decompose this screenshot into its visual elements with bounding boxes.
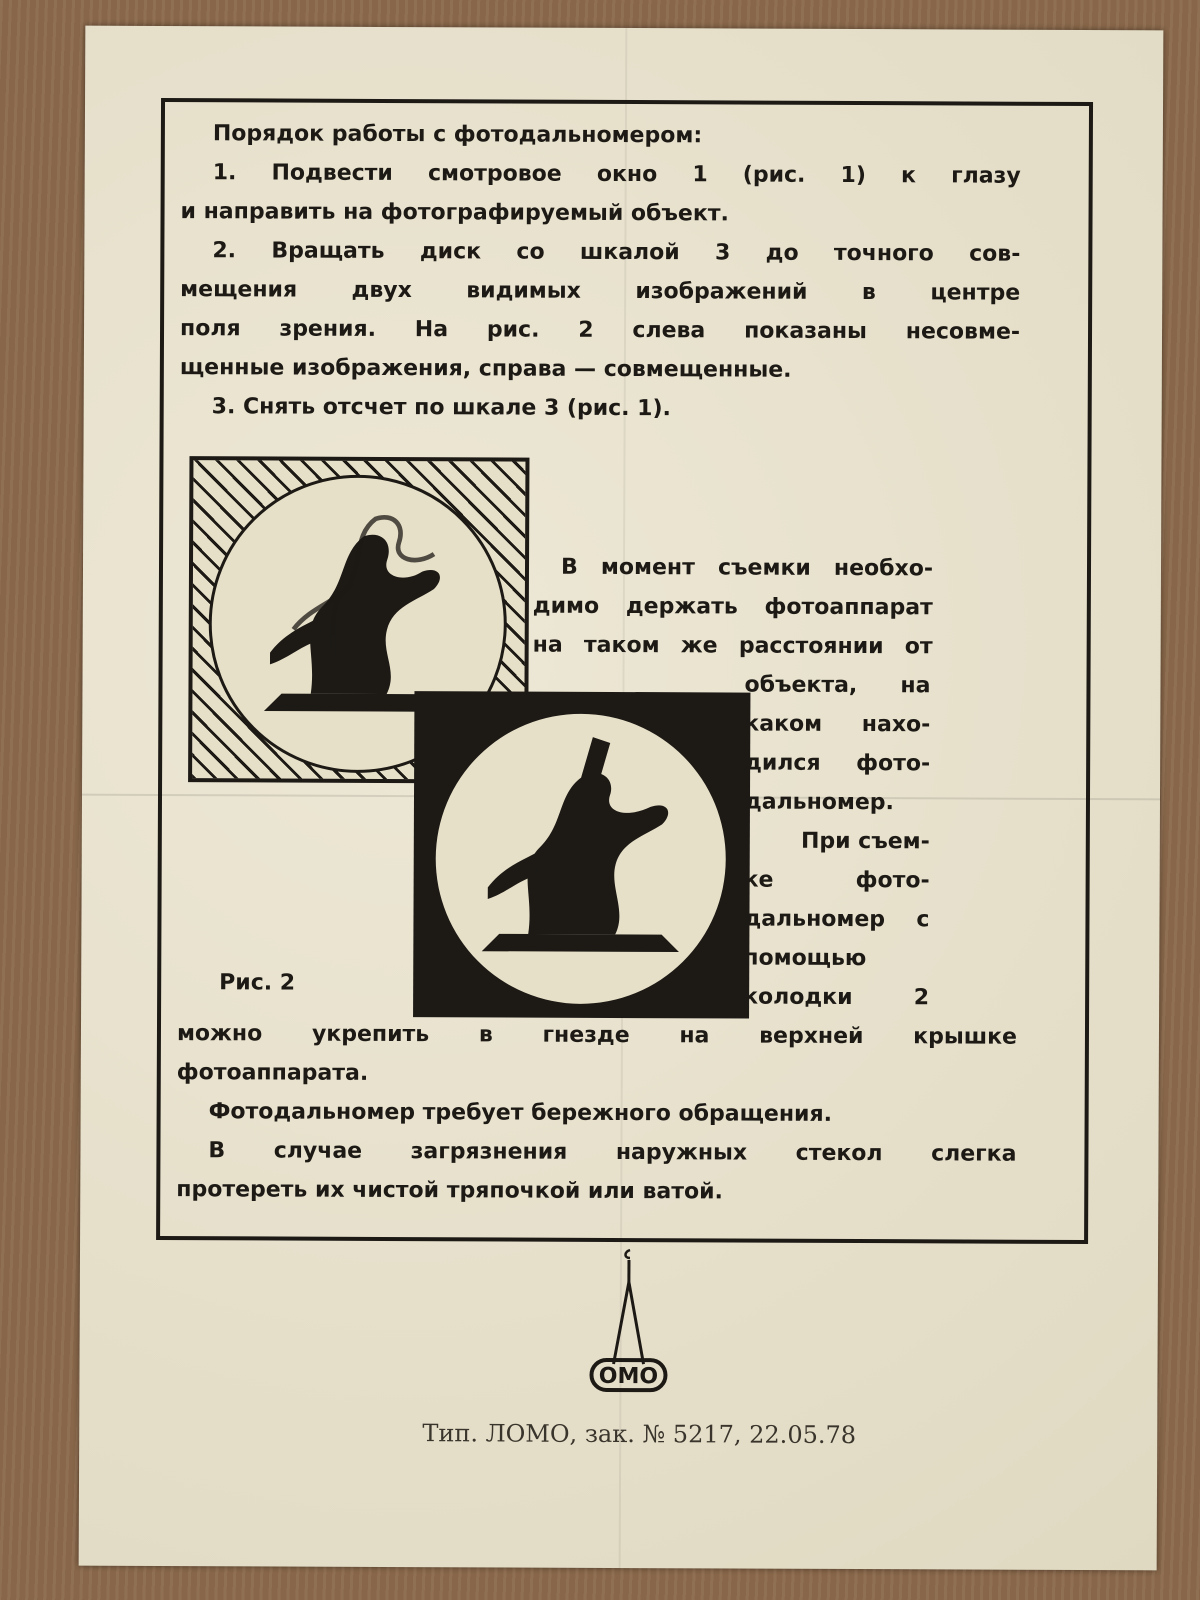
side-text-line: В момент съемки необхо- xyxy=(560,554,934,582)
instruction-line: 2. Вращать диск со шкалой 3 до точного сов- xyxy=(212,238,1021,267)
instruction-line: 1. Подвести смотровое окно 1 (рис. 1) к глазу xyxy=(212,160,1021,189)
instruction-sheet xyxy=(79,26,1164,1571)
side-text-line: дился фото- xyxy=(744,750,931,777)
lomo-logo xyxy=(573,1246,684,1406)
side-text-line: на таком же расстоянии от xyxy=(532,632,933,660)
logo-text: ОМО xyxy=(598,1363,659,1390)
instruction-line: мещения двух видимых изображений в центре xyxy=(180,277,1021,306)
side-text-line: помощью xyxy=(743,945,867,972)
instruction-line: 3. Снять отсчет по шкале 3 (рис. 1). xyxy=(211,394,671,422)
side-text-line: колодки 2 xyxy=(743,984,930,1011)
printing-imprint: Тип. ЛОМО, зак. № 5217, 22.05.78 xyxy=(422,1419,857,1450)
page-title: Порядок работы с фотодальномером: xyxy=(212,121,703,149)
side-text-line: ке фото- xyxy=(743,867,930,894)
figure-caption: Рис. 2 xyxy=(219,970,296,996)
instruction-line: поля зрения. На рис. 2 слева показаны несовме- xyxy=(179,316,1021,345)
instruction-line: щенные изображения, справа — совмещенные. xyxy=(179,355,792,383)
side-text-line: дальномер с xyxy=(743,906,930,933)
lomo-tower-icon xyxy=(573,1246,684,1406)
side-text-line: При съем- xyxy=(800,828,930,855)
side-text-line: каком нахо- xyxy=(744,711,931,738)
figure-aligned-image xyxy=(413,691,750,1018)
horse-statue-icon xyxy=(435,713,726,1004)
body-line: Фотодальномер требует бережного обращения. xyxy=(208,1099,833,1127)
body-line: протереть их чистой тряпочкой или ватой. xyxy=(176,1177,724,1205)
body-line: В случае загрязнения наружных стекол слегка xyxy=(208,1138,1017,1167)
side-text-line: объекта, на xyxy=(744,672,931,699)
body-line: фотоаппарата. xyxy=(176,1060,369,1086)
viewfinder-circle xyxy=(435,713,726,1004)
instruction-line: и направить на фотографируемый объект. xyxy=(180,199,729,227)
side-text-line: дальномер. xyxy=(743,789,895,816)
side-text-line: димо держать фотоаппарат xyxy=(532,593,933,621)
body-line: можно укрепить в гнезде на верхней крышке xyxy=(176,1021,1018,1050)
